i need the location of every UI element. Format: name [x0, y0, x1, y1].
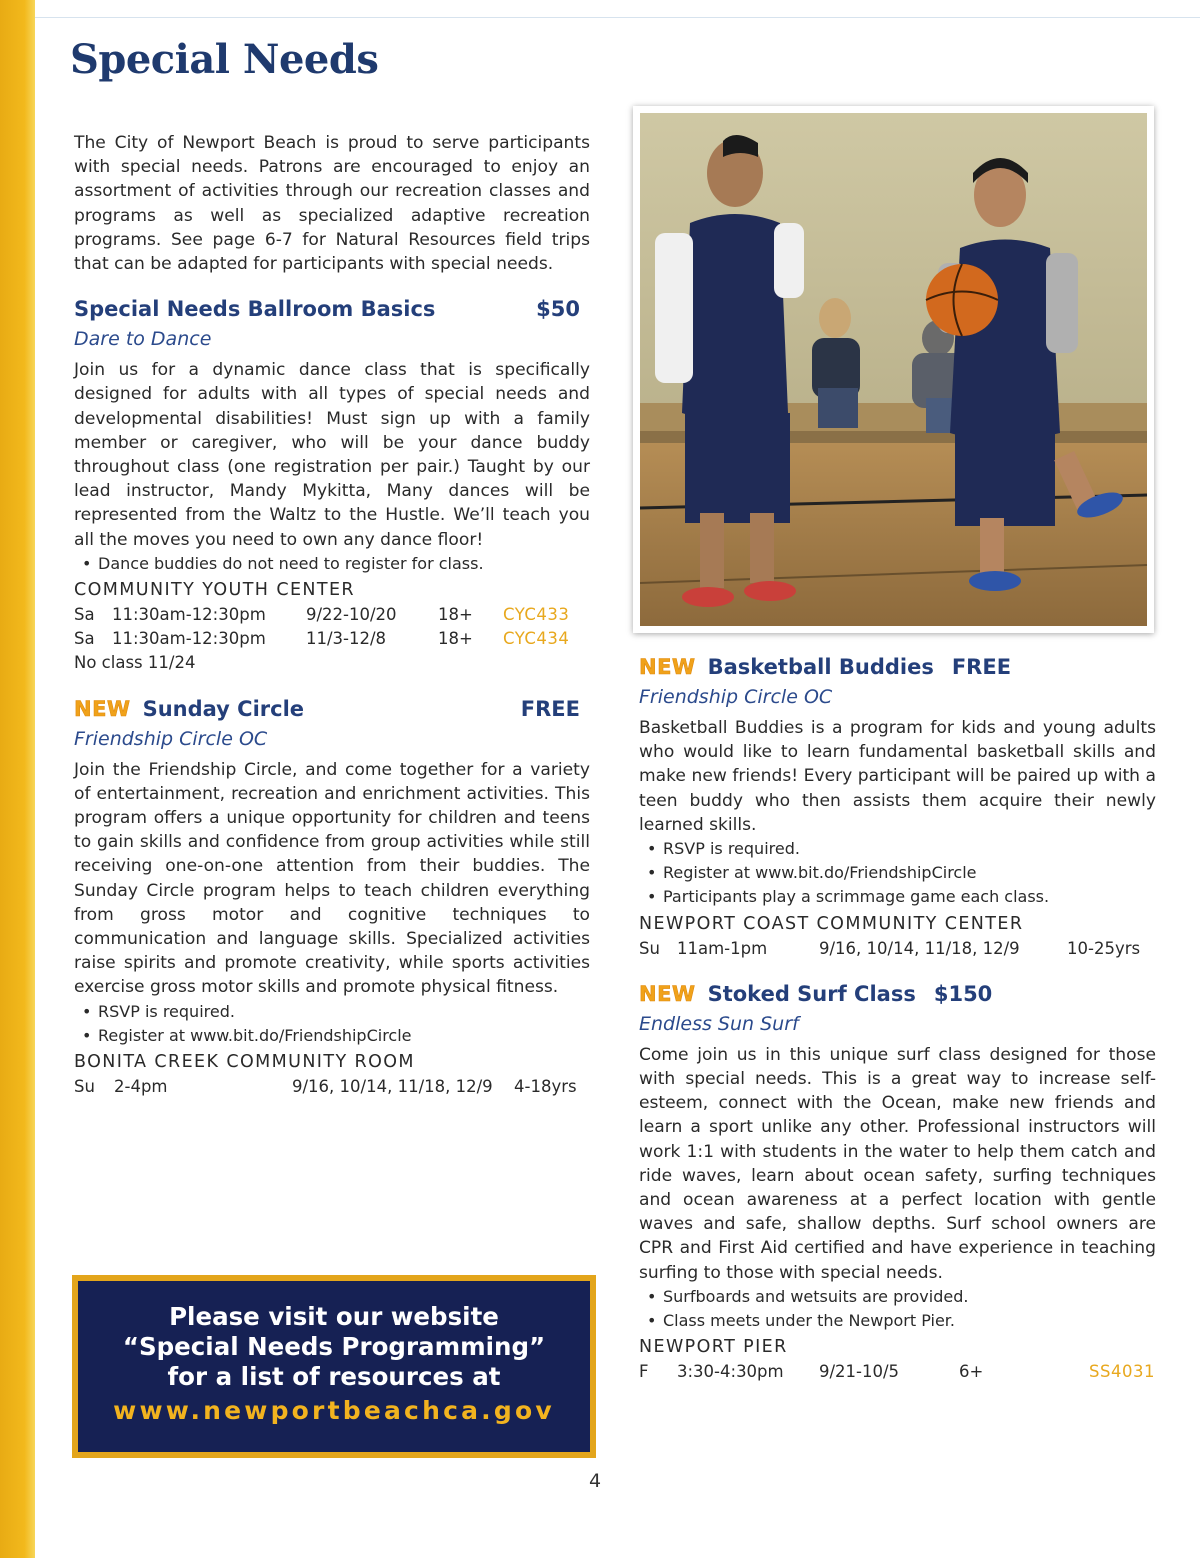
program-provider: Endless Sun Surf [639, 1012, 799, 1035]
program-description: Join the Friendship Circle, and come together for a variety of entertainment, recreation and enrichment activities. This program offers a unique opportunity for children and teens to gain skills and confidence from group activities while still receiving one-on-one attention from their buddies. The Sunday Circle program helps to teach children everything from gross motor and cognitive techniques to communication and language skills. Specialized activities raise spirits and promote creativity, while sports activities exercise gross motor skills and promote physical fitness. [74, 759, 590, 998]
program-provider: Friendship Circle OC [639, 686, 833, 708]
program-price: $150 [933, 981, 993, 1006]
callout-line: “Special Needs Programming” [122, 1332, 546, 1361]
right-column [639, 652, 1156, 1384]
program-bullets [74, 1000, 590, 1048]
session-dates: 9/16, 10/14, 11/18, 12/9 [819, 938, 1020, 958]
program-description: Basketball Buddies is a program for kids and young adults who would like to learn fundamental basketball skills and make new friends! Every participant will be paired up with a teen buddy who then assists them acquire their newly learned skills. [639, 718, 1156, 835]
session-note: No class 11/24 [74, 653, 196, 673]
session-dates: 9/22-10/20 [306, 605, 397, 625]
program-description: Join us for a dynamic dance class that is specifically designed for adults with all types of special needs and developmental disabilities! Must sign up with a family member or caregiver, who will be your dance buddy throughout class (one registration per pair.) Taught by our lead instructor, Mandy Mykitta, Many dances will be represented from the Waltz to the Hustle. We’ll teach you all the moves you need to own any dance floor! [74, 360, 590, 550]
callout-line: for a list of resources at [167, 1362, 501, 1391]
session-time: 11:30am-12:30pm [112, 605, 266, 625]
session-day: F [639, 1362, 649, 1382]
website-link[interactable]: www.newportbeachca.gov [113, 1396, 555, 1425]
session-row [74, 603, 590, 627]
session-day: Su [74, 1077, 95, 1097]
session-day: Sa [74, 629, 95, 649]
left-column [74, 131, 590, 1099]
left-accent-bar [0, 0, 35, 1558]
session-age: 10-25yrs [1067, 938, 1141, 958]
program-price: $50 [536, 297, 580, 322]
bullet-item: • Surfboards and wetsuits are provided. [639, 1285, 1156, 1309]
top-divider [35, 17, 1200, 18]
bullet-item: • Class meets under the Newport Pier. [639, 1309, 1156, 1333]
program-heading [639, 652, 1156, 682]
program-heading [74, 694, 590, 724]
bullet-item: • Dance buddies do not need to register for class. [74, 552, 590, 576]
program-provider: Dare to Dance [74, 328, 212, 351]
session-dates: 9/16, 10/14, 11/18, 12/9 [292, 1077, 493, 1097]
session-time: 11am-1pm [677, 938, 768, 958]
program-stoked-surf [639, 979, 1156, 1385]
program-location: NEWPORT PIER [639, 1337, 788, 1358]
program-location: BONITA CREEK COMMUNITY ROOM [74, 1052, 415, 1073]
session-row [74, 627, 590, 651]
callout-line: Please visit our website [169, 1302, 499, 1331]
program-bullets [639, 837, 1156, 910]
page-number-container [0, 1470, 1200, 1492]
session-day: Su [639, 938, 660, 958]
session-time: 3:30-4:30pm [677, 1362, 784, 1382]
bullet-item: • Participants play a scrimmage game each class. [639, 885, 1156, 909]
bullet-item: • RSVP is required. [639, 837, 1156, 861]
program-title: Sunday Circle [142, 696, 305, 721]
session-row [639, 1360, 1156, 1384]
program-ballroom [74, 294, 590, 675]
program-title: Stoked Surf Class [707, 981, 916, 1006]
session-dates: 11/3-12/8 [306, 629, 387, 649]
program-basketball-buddies [639, 652, 1156, 961]
bullet-item: • Register at www.bit.do/FriendshipCircle [74, 1024, 590, 1048]
session-age: 4-18yrs [514, 1077, 577, 1097]
session-time: 11:30am-12:30pm [112, 629, 266, 649]
session-row [639, 937, 1156, 961]
program-price: FREE [520, 696, 580, 721]
new-badge: NEW [639, 981, 696, 1006]
program-bullets [74, 552, 590, 576]
program-heading [639, 979, 1156, 1009]
program-provider: Friendship Circle OC [74, 727, 268, 750]
program-bullets [639, 1285, 1156, 1333]
session-code: CYC434 [503, 629, 570, 649]
bullet-item: • RSVP is required. [74, 1000, 590, 1024]
new-badge: NEW [639, 655, 696, 679]
session-code: SS4031 [1089, 1362, 1155, 1382]
intro-paragraph: The City of Newport Beach is proud to serve participants with special needs. Patrons are encouraged to enjoy an assortment of activities through our recreation classes and programs as well as specialized adaptive recreation programs. See page 6-7 for Natural Resources field trips that can be adapted for participants with special needs. [74, 133, 590, 275]
program-location: COMMUNITY YOUTH CENTER [74, 580, 355, 601]
program-title: Basketball Buddies [707, 655, 934, 679]
session-code: CYC433 [503, 605, 570, 625]
program-heading [74, 294, 590, 324]
session-time: 2-4pm [114, 1077, 168, 1097]
bullet-item: • Register at www.bit.do/FriendshipCircle [639, 861, 1156, 885]
session-day: Sa [74, 605, 95, 625]
photo-frame [633, 106, 1154, 633]
session-age: 6+ [959, 1362, 984, 1382]
session-row [74, 1075, 590, 1099]
basketball-players-photo [640, 113, 1147, 626]
session-age: 18+ [438, 629, 473, 649]
program-description: Come join us in this unique surf class designed for those with special needs. This is a great way to increase self-esteem, connect with the Ocean, make new friends and learn a sport unlike any other. Professional instructors will work 1:1 with students in the water to help them catch and ride waves, learn about ocean safety, surfing techniques and ocean awareness at a perfect location with gentle waves and safe, shallow depths. Surf school owners are CPR and First Aid certified and have experience in teaching surfing to those with special needs. [639, 1044, 1156, 1283]
new-badge: NEW [74, 696, 131, 721]
page-title: Special Needs [70, 36, 379, 83]
program-title: Special Needs Ballroom Basics [74, 297, 436, 322]
page-number: 4 [588, 1470, 602, 1492]
session-dates: 9/21-10/5 [819, 1362, 900, 1382]
program-price: FREE [951, 655, 1012, 679]
program-location: NEWPORT COAST COMMUNITY CENTER [639, 913, 1024, 934]
program-sunday-circle [74, 694, 590, 1100]
website-callout-box [72, 1275, 596, 1458]
session-age: 18+ [438, 605, 473, 625]
